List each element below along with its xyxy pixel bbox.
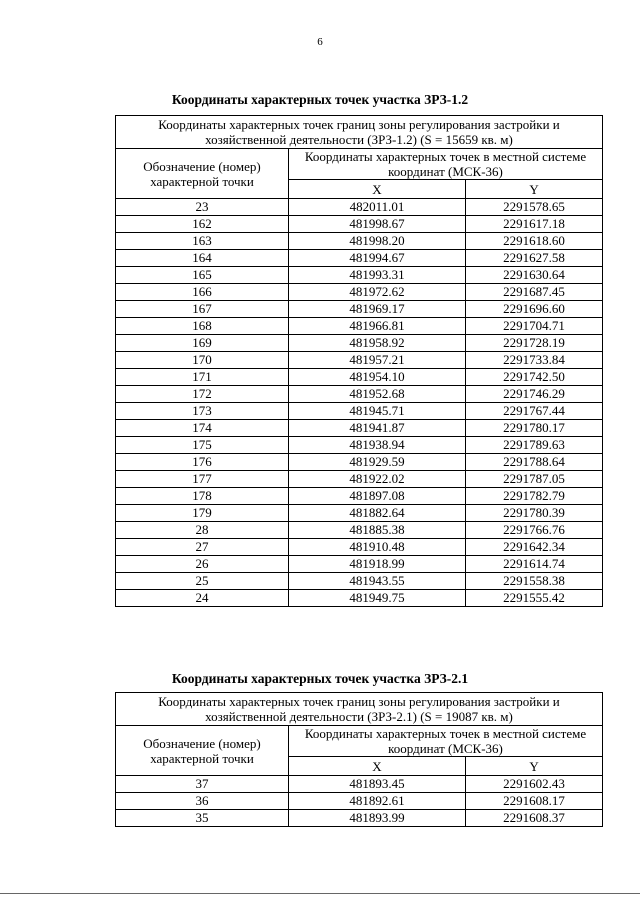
section-title-zrz-1-2: Координаты характерных точек участка ЗРЗ-1.2 <box>171 92 469 107</box>
column-header-point: Обозначение (номер) характерной точки <box>116 726 289 776</box>
y-coordinate-cell: 2291782.79 <box>466 488 603 505</box>
point-number-cell: 25 <box>116 573 289 590</box>
column-header-y: Y <box>466 757 603 776</box>
page-number: 6 <box>317 36 323 48</box>
table-row <box>116 810 603 827</box>
x-coordinate-cell: 481972.62 <box>289 284 466 301</box>
table-row <box>116 352 603 369</box>
x-coordinate-cell: 481892.61 <box>289 793 466 810</box>
x-coordinate-cell: 481922.02 <box>289 471 466 488</box>
y-coordinate-cell: 2291780.17 <box>466 420 603 437</box>
point-number-cell: 177 <box>116 471 289 488</box>
x-coordinate-cell: 482011.01 <box>289 199 466 216</box>
x-coordinate-cell: 481957.21 <box>289 352 466 369</box>
point-number-cell: 37 <box>116 776 289 793</box>
y-coordinate-cell: 2291618.60 <box>466 233 603 250</box>
column-header-y: Y <box>466 180 603 199</box>
table-row <box>116 199 603 216</box>
y-coordinate-cell: 2291696.60 <box>466 301 603 318</box>
y-coordinate-cell: 2291614.74 <box>466 556 603 573</box>
table-row <box>116 556 603 573</box>
point-number-cell: 173 <box>116 403 289 420</box>
coordinates-table-zrz-1-2 <box>115 115 603 607</box>
table-row <box>116 335 603 352</box>
table-row <box>116 301 603 318</box>
table-row <box>116 437 603 454</box>
table-row <box>116 573 603 590</box>
x-coordinate-cell: 481966.81 <box>289 318 466 335</box>
x-coordinate-cell: 481945.71 <box>289 403 466 420</box>
y-coordinate-cell: 2291788.64 <box>466 454 603 471</box>
x-coordinate-cell: 481941.87 <box>289 420 466 437</box>
x-coordinate-cell: 481958.92 <box>289 335 466 352</box>
x-coordinate-cell: 481993.31 <box>289 267 466 284</box>
point-number-cell: 28 <box>116 522 289 539</box>
coordinates-table-zrz-2-1 <box>115 692 603 827</box>
table-body <box>116 776 603 827</box>
x-coordinate-cell: 481954.10 <box>289 369 466 386</box>
y-coordinate-cell: 2291608.17 <box>466 793 603 810</box>
table-row <box>116 318 603 335</box>
table-row <box>116 522 603 539</box>
y-coordinate-cell: 2291746.29 <box>466 386 603 403</box>
column-header-x: X <box>289 180 466 199</box>
y-coordinate-cell: 2291630.64 <box>466 267 603 284</box>
y-coordinate-cell: 2291642.34 <box>466 539 603 556</box>
y-coordinate-cell: 2291789.63 <box>466 437 603 454</box>
table-row <box>116 471 603 488</box>
y-coordinate-cell: 2291608.37 <box>466 810 603 827</box>
table-row <box>116 267 603 284</box>
point-number-cell: 168 <box>116 318 289 335</box>
point-number-cell: 172 <box>116 386 289 403</box>
point-number-cell: 36 <box>116 793 289 810</box>
page-bottom-divider <box>0 893 640 894</box>
table-row <box>116 505 603 522</box>
y-coordinate-cell: 2291578.65 <box>466 199 603 216</box>
x-coordinate-cell: 481910.48 <box>289 539 466 556</box>
point-number-cell: 178 <box>116 488 289 505</box>
column-header-coords: Координаты характерных точек в местной системе координат (МСК-36) <box>289 149 603 180</box>
x-coordinate-cell: 481918.99 <box>289 556 466 573</box>
y-coordinate-cell: 2291704.71 <box>466 318 603 335</box>
table-row <box>116 793 603 810</box>
y-coordinate-cell: 2291687.45 <box>466 284 603 301</box>
x-coordinate-cell: 481994.67 <box>289 250 466 267</box>
y-coordinate-cell: 2291627.58 <box>466 250 603 267</box>
y-coordinate-cell: 2291766.76 <box>466 522 603 539</box>
point-number-cell: 163 <box>116 233 289 250</box>
point-number-cell: 165 <box>116 267 289 284</box>
table-row <box>116 539 603 556</box>
x-coordinate-cell: 481929.59 <box>289 454 466 471</box>
point-number-cell: 164 <box>116 250 289 267</box>
point-number-cell: 174 <box>116 420 289 437</box>
table-caption: Координаты характерных точек границ зоны регулирования застройки и хозяйственной деятельности (ЗРЗ-2.1) (S = 19087 кв. м) <box>116 693 603 726</box>
x-coordinate-cell: 481885.38 <box>289 522 466 539</box>
table-row <box>116 403 603 420</box>
table-row <box>116 488 603 505</box>
table-row <box>116 250 603 267</box>
x-coordinate-cell: 481969.17 <box>289 301 466 318</box>
y-coordinate-cell: 2291602.43 <box>466 776 603 793</box>
table-row <box>116 454 603 471</box>
table-row <box>116 590 603 607</box>
y-coordinate-cell: 2291787.05 <box>466 471 603 488</box>
y-coordinate-cell: 2291742.50 <box>466 369 603 386</box>
y-coordinate-cell: 2291728.19 <box>466 335 603 352</box>
point-number-cell: 171 <box>116 369 289 386</box>
x-coordinate-cell: 481949.75 <box>289 590 466 607</box>
point-number-cell: 27 <box>116 539 289 556</box>
x-coordinate-cell: 481882.64 <box>289 505 466 522</box>
x-coordinate-cell: 481943.55 <box>289 573 466 590</box>
y-coordinate-cell: 2291733.84 <box>466 352 603 369</box>
table-row <box>116 386 603 403</box>
x-coordinate-cell: 481998.67 <box>289 216 466 233</box>
table-row <box>116 776 603 793</box>
point-number-cell: 166 <box>116 284 289 301</box>
y-coordinate-cell: 2291780.39 <box>466 505 603 522</box>
point-number-cell: 24 <box>116 590 289 607</box>
y-coordinate-cell: 2291617.18 <box>466 216 603 233</box>
column-header-point: Обозначение (номер) характерной точки <box>116 149 289 199</box>
table-row <box>116 420 603 437</box>
point-number-cell: 26 <box>116 556 289 573</box>
point-number-cell: 162 <box>116 216 289 233</box>
y-coordinate-cell: 2291767.44 <box>466 403 603 420</box>
table-row <box>116 216 603 233</box>
table-caption: Координаты характерных точек границ зоны регулирования застройки и хозяйственной деятельности (ЗРЗ-1.2) (S = 15659 кв. м) <box>116 116 603 149</box>
x-coordinate-cell: 481893.45 <box>289 776 466 793</box>
y-coordinate-cell: 2291555.42 <box>466 590 603 607</box>
column-header-coords: Координаты характерных точек в местной системе координат (МСК-36) <box>289 726 603 757</box>
point-number-cell: 167 <box>116 301 289 318</box>
point-number-cell: 175 <box>116 437 289 454</box>
point-number-cell: 169 <box>116 335 289 352</box>
point-number-cell: 23 <box>116 199 289 216</box>
point-number-cell: 176 <box>116 454 289 471</box>
table-row <box>116 369 603 386</box>
x-coordinate-cell: 481893.99 <box>289 810 466 827</box>
table-row <box>116 233 603 250</box>
table-body <box>116 199 603 607</box>
point-number-cell: 179 <box>116 505 289 522</box>
y-coordinate-cell: 2291558.38 <box>466 573 603 590</box>
column-header-x: X <box>289 757 466 776</box>
section-title-zrz-2-1: Координаты характерных точек участка ЗРЗ-2.1 <box>171 671 469 686</box>
point-number-cell: 35 <box>116 810 289 827</box>
x-coordinate-cell: 481952.68 <box>289 386 466 403</box>
x-coordinate-cell: 481938.94 <box>289 437 466 454</box>
x-coordinate-cell: 481897.08 <box>289 488 466 505</box>
table-row <box>116 284 603 301</box>
point-number-cell: 170 <box>116 352 289 369</box>
x-coordinate-cell: 481998.20 <box>289 233 466 250</box>
